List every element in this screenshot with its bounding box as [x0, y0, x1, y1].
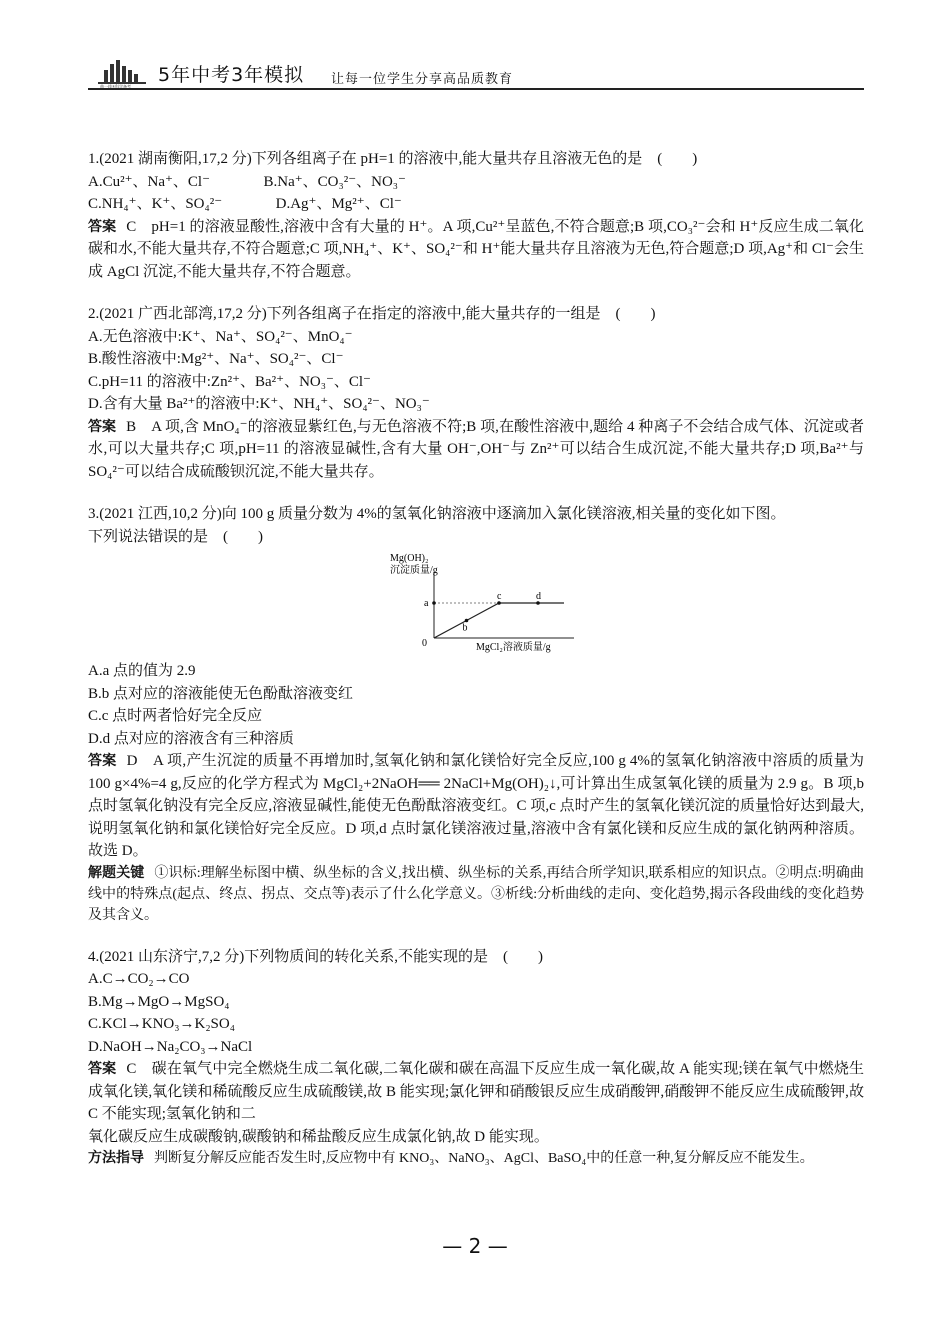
precipitate-line — [434, 603, 564, 638]
question-options-row — [88, 193, 864, 216]
option-b: B.Mg→MgO→MgSO₄ — [88, 993, 230, 1010]
option-b: B.Na⁺、CO₃²⁻、NO₃⁻ — [263, 173, 406, 190]
origin-label: 0 — [422, 638, 427, 649]
method-text: 判断复分解反应能否发生时,反应物中有 KNO₃、NaNO₃、AgCl、BaSO₄中的任意一种,复分解反应不能发生。 — [154, 1151, 814, 1166]
option-a: A.Cu²⁺、Na⁺、Cl⁻ — [88, 173, 210, 190]
publisher-logo-icon — [98, 58, 150, 88]
key-point-block — [88, 863, 864, 926]
question-1 — [88, 148, 864, 283]
key-point-text: ①识标:理解坐标图中横、纵坐标的含义,找出横、纵坐标的关系,再结合所学知识,联系相应的知识点。②明点:明确曲线中的特殊点(起点、终点、拐点、交点等)表示了什么化学意义。③析线:分析曲线的走向、变化趋势,揭示各段曲线的变化趋势及其含义。 — [88, 865, 864, 923]
question-3 — [88, 503, 864, 926]
option-d: D.NaOH→Na₂CO₃→NaCl — [88, 1038, 253, 1055]
y-axis-label: Mg(OH)₂ — [390, 553, 429, 564]
page-number: — 2 — — [442, 1234, 508, 1258]
option-a: A.C→CO₂→CO — [88, 971, 190, 987]
option-d: D.d 点对应的溶液含有三种溶质 — [88, 730, 294, 747]
point-label-c: c — [497, 591, 502, 602]
a-label: a — [424, 598, 429, 609]
header-rule — [88, 88, 864, 90]
option-c: C.KCl→KNO₃→K₂SO₄ — [88, 1016, 235, 1032]
option-b: B.b 点对应的溶液能使无色酚酞溶液变红 — [88, 685, 354, 702]
point-label-d: d — [536, 591, 541, 602]
answer-text: C pH=1 的溶液显酸性,溶液中含有大量的 H⁺。A 项,Cu²⁺呈蓝色,不符合题意;B 项,CO₃²⁻会和 H⁺反应生成二氧化碳和水,不能大量共存,不符合题意;C 项,NH₄⁺、K⁺、SO₄²⁻和 H⁺能大量共存且溶液为无色,符合题意;D 项,Ag⁺和 Cl⁻会生成 AgCl 沉淀,不能大量共存,不符合题意。 — [88, 218, 864, 280]
option-d: D.Ag⁺、Mg²⁺、Cl⁻ — [275, 196, 402, 212]
option-c: C.c 点时两者恰好完全反应 — [88, 708, 263, 724]
key-point-label: 解题关键 — [88, 864, 145, 881]
option-c: C.NH₄⁺、K⁺、SO₄²⁻ — [88, 196, 223, 212]
answer-label: 答案 — [88, 1061, 117, 1077]
answer-text: D A 项,产生沉淀的质量不再增加时,氢氧化钠和氯化镁恰好完全反应,100 g 4%的氢氧化钠溶液中溶质的质量为 100 g×4%=4 g,反应的化学方程式为 MgCl₂+2NaOH══ 2NaCl+Mg(OH)₂↓,可计算出生成氢氧化镁的质量为 2.9 g。B 项,b 点时氢氧化钠没有完全反应,溶液显碱性,能使无色酚酞溶液变红。C 项,c 点时产生的氢氧化镁沉淀的质量恰好达到最大,说明氢氧化钠和氯化镁恰好完全反应。D 项,d 点时氯化镁溶液过量,溶液中含有氯化镁和反应生成的氯化钠两种溶质。故选 D。 — [88, 753, 865, 859]
question-2 — [88, 303, 864, 483]
brand-slogan: 让每一位学生分享高品质教育 — [331, 71, 514, 86]
answer-block — [88, 416, 864, 484]
answer-block — [88, 750, 864, 863]
answer-text: C 碳在氧气中完全燃烧生成二氧化碳,二氧化碳和碳在高温下反应生成一氧化碳,故 A 能实现;镁在氧气中燃烧生成氧化镁,氧化镁和稀硫酸反应生成硫酸镁,故 B 能实现;氯化钾和硝酸银反应生成硝酸钾,硝酸钾不能反应生成硫酸钾,故 C 不能实现;氢氧化钠和二 — [88, 1061, 865, 1122]
answer-label: 答案 — [88, 418, 117, 435]
a-mark — [432, 601, 436, 605]
page-header — [88, 56, 864, 92]
option-a: A.无色溶液中:K⁺、Na⁺、SO₄²⁻、MnO₄⁻ — [88, 328, 353, 345]
option-b: B.酸性溶液中:Mg²⁺、Na⁺、SO₄²⁻、Cl⁻ — [88, 351, 344, 367]
question-options-row — [88, 171, 864, 194]
brand-title: 5年中考3年模拟 — [158, 64, 305, 86]
page-content — [88, 148, 864, 1189]
answer-label: 答案 — [88, 218, 117, 235]
option-a: A.a 点的值为 2.9 — [88, 663, 196, 679]
answer-continuation: 氧化碳反应生成碳酸钠,碳酸钠和稀盐酸反应生成氯化钠,故 D 能实现。 — [88, 1128, 549, 1145]
logo-caption: 曲一线®科学备考 — [100, 84, 132, 88]
option-c: C.pH=11 的溶液中:Zn²⁺、Ba²⁺、NO₃⁻、Cl⁻ — [88, 373, 371, 390]
question-stem: 4.(2021 山东济宁,7,2 分)下列物质间的转化关系,不能实现的是 ( ) — [88, 948, 543, 965]
x-axis-label: MgCl₂溶液质量/g — [476, 642, 551, 653]
question-4 — [88, 946, 864, 1170]
answer-block — [88, 1058, 864, 1126]
answer-block — [88, 216, 864, 284]
method-block — [88, 1148, 864, 1169]
answer-label: 答案 — [88, 753, 117, 769]
answer-text: B A 项,含 MnO₄⁻的溶液显紫红色,与无色溶液不符;B 项,在酸性溶液中,题给 4 种离子不会结合成气体、沉淀或者水,可以大量共存;C 项,pH=11 的溶液显碱性,含有大量 OH⁻,OH⁻与 Zn²⁺可以结合生成沉淀,不能大量共存;D 项,Ba²⁺与 SO₄²⁻可以结合成硫酸钡沉淀,不能大量共存。 — [88, 418, 864, 480]
precipitate-chart — [380, 552, 580, 656]
question-stem: 2.(2021 广西北部湾,17,2 分)下列各组离子在指定的溶液中,能大量共存的一组是 ( ) — [88, 306, 656, 322]
question-stem: 3.(2021 江西,10,2 分)向 100 g 质量分数为 4%的氢氧化钠溶液中逐滴加入氯化镁溶液,相关量的变化如下图。 — [88, 506, 786, 522]
option-d: D.含有大量 Ba²⁺的溶液中:K⁺、NH₄⁺、SO₄²⁻、NO₃⁻ — [88, 396, 430, 412]
y-axis-label: 沉淀质量/g — [390, 565, 438, 576]
point-label-b: b — [462, 622, 468, 634]
question-stem: 1.(2021 湖南衡阳,17,2 分)下列各组离子在 pH=1 的溶液中,能大量共存且溶液无色的是 ( ) — [88, 151, 698, 167]
question-stem-cont: 下列说法错误的是 ( ) — [88, 528, 263, 545]
method-label: 方法指导 — [88, 1150, 144, 1166]
